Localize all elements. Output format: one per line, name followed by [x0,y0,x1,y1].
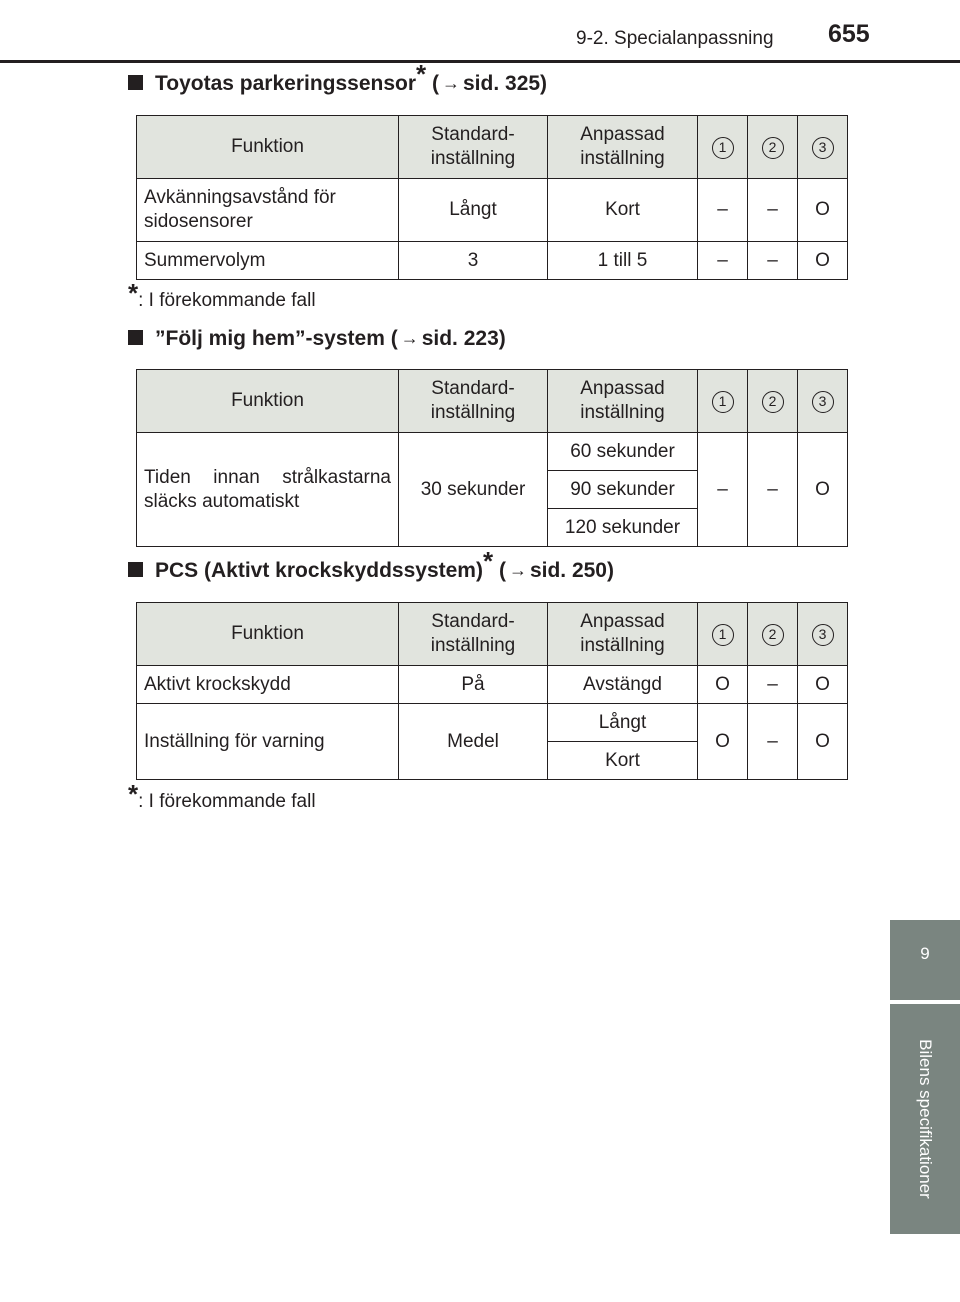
chapter-number: 9 [920,944,930,963]
circled-2-icon: 2 [762,137,784,159]
pcs-table [136,602,848,780]
chapter-tab-title [890,1004,960,1234]
footnote [128,278,316,312]
section-heading-parking-sensor: Toyotas parkeringssensor* ( → sid. 325) [128,72,547,96]
header-standard: Standard- inställning [399,116,548,179]
cell-c2: – [748,666,798,704]
cell-anpassad-option: 90 sekunder [548,471,698,509]
cell-c2: – [748,704,798,780]
cell-c2: – [748,242,798,280]
circled-1-icon: 1 [712,624,734,646]
cell-funktion: Summervolym [137,242,399,280]
cell-c3: O [798,704,848,780]
table-row [137,179,848,242]
table-header-row [137,116,848,179]
cell-c1: – [698,179,748,242]
section-heading-pcs: PCS (Aktivt krockskyddssystem)* ( → sid. 250) [128,559,614,583]
asterisk-icon: * [128,278,139,308]
square-bullet-icon [128,75,143,90]
cell-anpassad: 1 till 5 [548,242,698,280]
header-standard: Standard- inställning [399,603,548,666]
cell-anpassad-option: 60 sekunder [548,433,698,471]
header-col-3 [798,370,848,433]
arrow-right-icon: → [400,328,419,348]
table-header-row [137,603,848,666]
cell-funktion: Aktivt krockskydd [137,666,399,704]
circled-1-icon: 1 [712,137,734,159]
page-number: 655 [828,20,870,48]
cell-standard: 3 [399,242,548,280]
cell-c1: O [698,704,748,780]
square-bullet-icon [128,562,143,577]
circled-1-icon: 1 [712,391,734,413]
cell-c3: O [798,242,848,280]
cell-c1: O [698,666,748,704]
page-reference: sid. 325) [463,72,548,95]
chapter-title: Bilens specifikationer [916,1039,935,1199]
cell-c1: – [698,242,748,280]
cell-anpassad: Kort [548,179,698,242]
table-row [137,242,848,280]
page-reference: sid. 250) [529,559,614,582]
section-title: ”Följ mig hem”-system ( [155,327,398,350]
section-title: PCS (Aktivt krockskyddssystem) [155,559,483,582]
circled-2-icon: 2 [762,391,784,413]
parking-sensor-table [136,115,848,280]
asterisk-icon: * [482,546,494,576]
table-row [137,666,848,704]
cell-funktion: Inställning för varning [137,704,399,780]
footnote-text: : I förekommande fall [138,791,316,812]
cell-c3: O [798,666,848,704]
header-col-2 [748,603,798,666]
cell-standard: Medel [399,704,548,780]
header-anpassad: Anpassad inställning [548,116,698,179]
follow-me-home-table [136,369,848,547]
footnote [128,779,316,813]
header-col-3 [798,116,848,179]
circled-3-icon: 3 [812,624,834,646]
cell-standard: Långt [399,179,548,242]
cell-c1: – [698,433,748,547]
cell-c3: O [798,179,848,242]
cell-anpassad-option: Kort [548,742,698,780]
header-col-2 [748,370,798,433]
header-col-1 [698,116,748,179]
cell-anpassad: Avstängd [548,666,698,704]
header-standard: Standard- inställning [399,370,548,433]
header-col-1 [698,603,748,666]
asterisk-icon: * [128,779,139,809]
table-row [137,704,848,742]
header-rule [0,60,960,63]
cell-standard: 30 sekunder [399,433,548,547]
header-col-1 [698,370,748,433]
page-reference: sid. 223) [421,327,506,350]
table-header-row [137,370,848,433]
asterisk-icon: * [416,59,427,89]
cell-c2: – [748,179,798,242]
header-section-title: 9-2. Specialanpassning [576,28,774,49]
chapter-tab-number [890,920,960,1000]
header-anpassad: Anpassad inställning [548,370,698,433]
section-heading-follow-me-home [128,327,506,351]
cell-funktion: Avkänningsavstånd för sidosensorer [137,179,399,242]
cell-c2: – [748,433,798,547]
footnote-text: : I förekommande fall [138,290,316,311]
header-col-2 [748,116,798,179]
section-title: Toyotas parkeringssensor [155,72,417,95]
arrow-right-icon: → [442,73,460,93]
header-funktion: Funktion [137,116,399,179]
page-header [0,0,960,64]
header-funktion: Funktion [137,370,399,433]
header-anpassad: Anpassad inställning [548,603,698,666]
cell-funktion: Tiden innan strålkastarna släcks automatiskt [137,433,399,547]
header-col-3 [798,603,848,666]
circled-2-icon: 2 [762,624,784,646]
circled-3-icon: 3 [812,137,834,159]
cell-c3: O [798,433,848,547]
cell-standard: På [399,666,548,704]
cell-anpassad-option: 120 sekunder [548,509,698,547]
cell-anpassad-option: Långt [548,704,698,742]
table-row [137,433,848,471]
circled-3-icon: 3 [812,391,834,413]
header-funktion: Funktion [137,603,399,666]
square-bullet-icon [128,330,143,345]
arrow-right-icon: → [508,560,527,580]
